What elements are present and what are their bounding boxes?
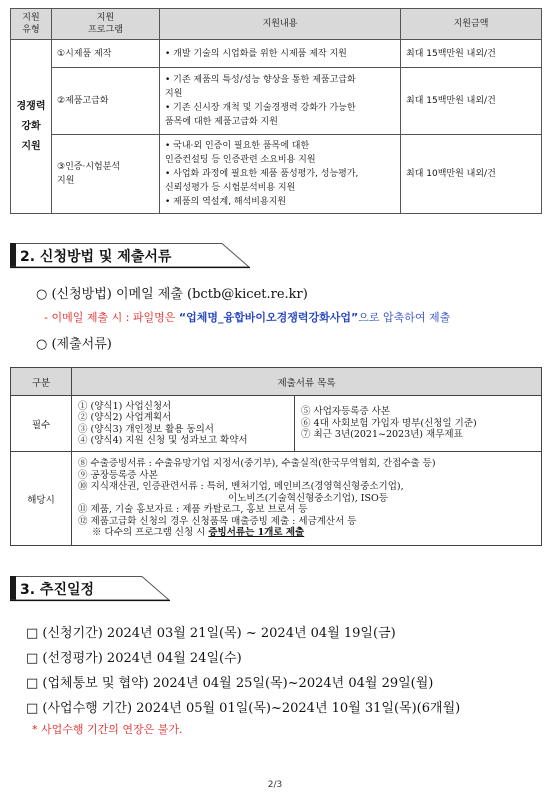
section-3-header: [10, 576, 170, 601]
email-note: [44, 309, 450, 325]
section-3-title: 3. 추진일정: [20, 582, 95, 598]
amount-cell: 최대 15백만원 내외/건: [401, 40, 542, 68]
applicable-label: 해당시: [11, 452, 72, 546]
content-cell: • 기존 제품의 특성/성능 향상을 통한 제품고급화 지원 • 기존 신시장 개척 및 기술경쟁력 강화가 가능한 품목에 대한 제품고급화 지원: [160, 68, 401, 135]
header-type: 지원 유형: [11, 9, 52, 40]
required-left: ① (양식1) 사업신청서 ② (양식2) 사업계획서 ③ (양식3) 개인정보 활용 동의서 ④ (양식4) 지원 신청 및 성과보고 확약서: [72, 396, 295, 452]
note-filename: “업체명_융합바이오경쟁력강화사업”: [178, 311, 359, 324]
note-suffix: 으로 압축하여 제출: [358, 311, 451, 324]
docs-label: ○ (제출서류): [36, 337, 112, 352]
content-cell: • 국내·외 인증이 필요한 품목에 대한 인증컨설팅 등 인증관련 소요비용 지원 • 사업화 과정에 필요한 제품 품성평가, 성능평가, 신뢰성평가 등 시험분석비용 지원 • 제품의 역설계, 해석비용지원: [160, 135, 401, 214]
category-cell: 경쟁력 강화 지원: [11, 40, 52, 214]
schedule-item: □ (업체통보 및 협약) 2024년 04월 25일(목)~2024년 04월 29일(월): [26, 676, 434, 691]
section-2-title: 2. 신청방법 및 제출서류: [20, 249, 172, 265]
schedule-item: □ (선정평가) 2024년 04월 24일(수): [26, 651, 242, 666]
note-prefix: - 이메일 제출 시 : 파일명은: [44, 311, 179, 324]
program-cell: ②제품고급화: [52, 68, 160, 135]
content-cell: • 개발 기술의 시업화를 위한 시제품 제작 지원: [160, 40, 401, 68]
section-2-header: [10, 243, 250, 268]
applicable-list: ⑧ 수출증빙서류 : 수출유망기업 지정서(중기부), 수출실적(한국무역협회, 간접수출 등) ⑨ 공장등록증 사본 ⑩ 지식재산권, 인증관련서류 : 특허, 벤처기업, 메인비즈(경영혁신형중소기업), 이노비즈(기술혁신형중소기업), ISO등 ⑪ 제품, 기술 홍보자료 : 제품 카탈로그, 홍보 브로셔 등 ⑫ 제품고급화 신청의 경우 신청품목 매출증빙 제출 : 세금계산서 등 ※ 다수의 프로그램 신청 시 증빙서류는 1개로 제출: [72, 452, 542, 546]
header-amount: 지원금액: [401, 9, 542, 40]
header-program: 지원 프로그램: [52, 9, 160, 40]
page-number: 2/3: [267, 780, 283, 790]
method-line: ○ (신청방법) 이메일 제출 (bctb@kicet.re.kr): [36, 287, 308, 302]
required-label: 필수: [11, 396, 72, 452]
docs-table: [10, 367, 542, 546]
docs-header-list: 제출서류 목록: [72, 368, 542, 396]
docs-header-type: 구분: [11, 368, 72, 396]
schedule-item: □ (사업수행 기간) 2024년 05월 01일(목)~2024년 10월 31일(목)(6개월): [26, 701, 461, 716]
header-content: 지원내용: [160, 9, 401, 40]
amount-cell: 최대 15백만원 내외/건: [401, 68, 542, 135]
program-cell: ①시제품 제작: [52, 40, 160, 68]
support-table: [10, 8, 542, 214]
schedule-item: □ (신청기간) 2024년 03월 21일(목) ~ 2024년 04월 19일(금): [26, 626, 396, 641]
program-cell: ③인증·시험분석 지원: [52, 135, 160, 214]
docs-footnote: ※ 다수의 프로그램 신청 시 증빙서류는 1개로 제출: [92, 527, 305, 539]
schedule-note: * 사업수행 기간의 연장은 불가.: [32, 723, 183, 736]
amount-cell: 최대 10백만원 내외/건: [401, 135, 542, 214]
required-right: ⑤ 사업자등록증 사본 ⑥ 4대 사회보험 가입자 명부(신청일 기준) ⑦ 최근 3년(2021~2023년) 재무제표: [295, 396, 542, 452]
